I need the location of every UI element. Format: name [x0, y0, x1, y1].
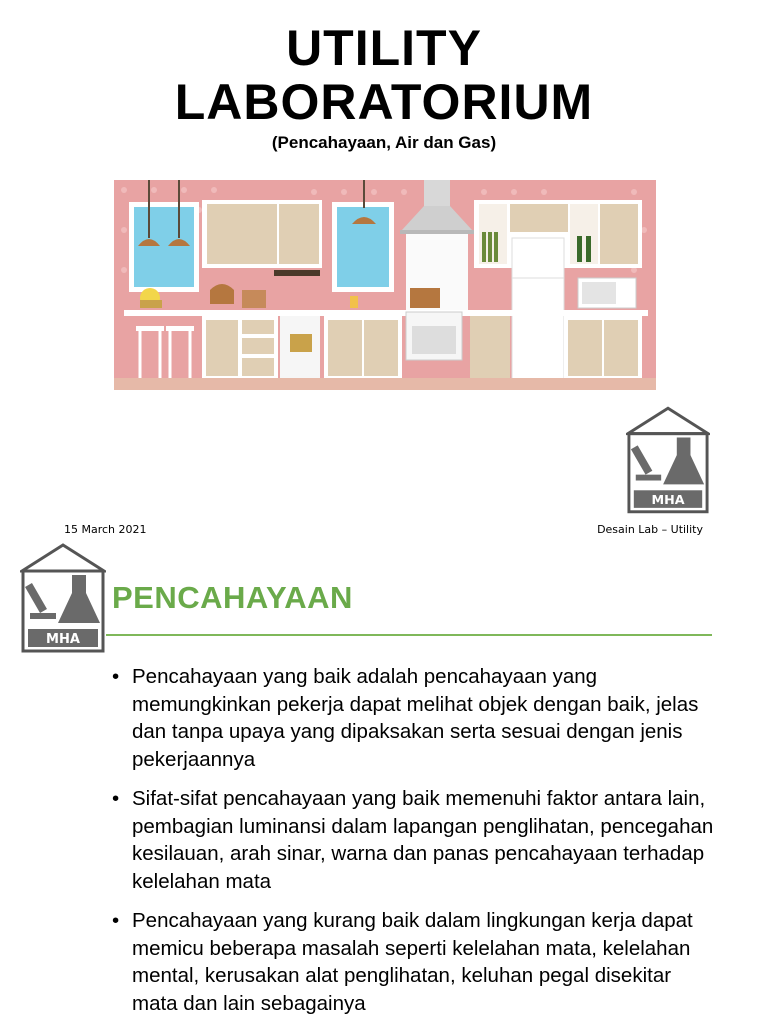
mha-logo [626, 405, 710, 515]
bullet-list [112, 663, 722, 1029]
subtitle: (Pencahayaan, Air dan Gas) [271, 133, 497, 152]
bullet-marker: • [112, 665, 120, 688]
kitchen-illustration [114, 180, 656, 390]
bullet-item [112, 663, 722, 773]
bullet-text: Pencahayaan yang kurang baik dalam lingkungan kerja dapat memicu beberapa masalah seperti kelelahan mata, kelelahan mental, kerusakan alat penglihatan, keluhan pegal disekitar mata dan lain sebagainya [132, 909, 693, 1015]
footer-title: Desain Lab – Utility [597, 523, 703, 536]
bullet-marker: • [112, 909, 120, 932]
footer-date: 15 March 2021 [64, 523, 147, 536]
title-line-1: UTILITY [286, 20, 482, 76]
section-title: PENCAHAYAAN [112, 580, 353, 615]
title-line-2: LABORATORIUM [174, 74, 594, 130]
mha-logo-small [20, 543, 106, 653]
bullet-text: Sifat-sifat pencahayaan yang baik memenuhi faktor antara lain, pembagian luminansi dalam lapangan penglihatan, pencegahan kesilauan, arah sinar, warna dan panas pencahayaan terhadap kelelahan mata [132, 787, 714, 893]
bullet-item [112, 907, 722, 1017]
bullet-marker: • [112, 787, 120, 810]
section-divider [106, 634, 712, 636]
logo-text: MHA [651, 491, 685, 507]
logo-text: MHA [46, 632, 80, 647]
bullet-item [112, 785, 722, 895]
bullet-text: Pencahayaan yang baik adalah pencahayaan yang memungkinkan pekerja dapat melihat objek dengan baik, jelas dan tanpa upaya yang dipaksakan serta sesuai dengan jenis pekerjaannya [132, 665, 699, 771]
